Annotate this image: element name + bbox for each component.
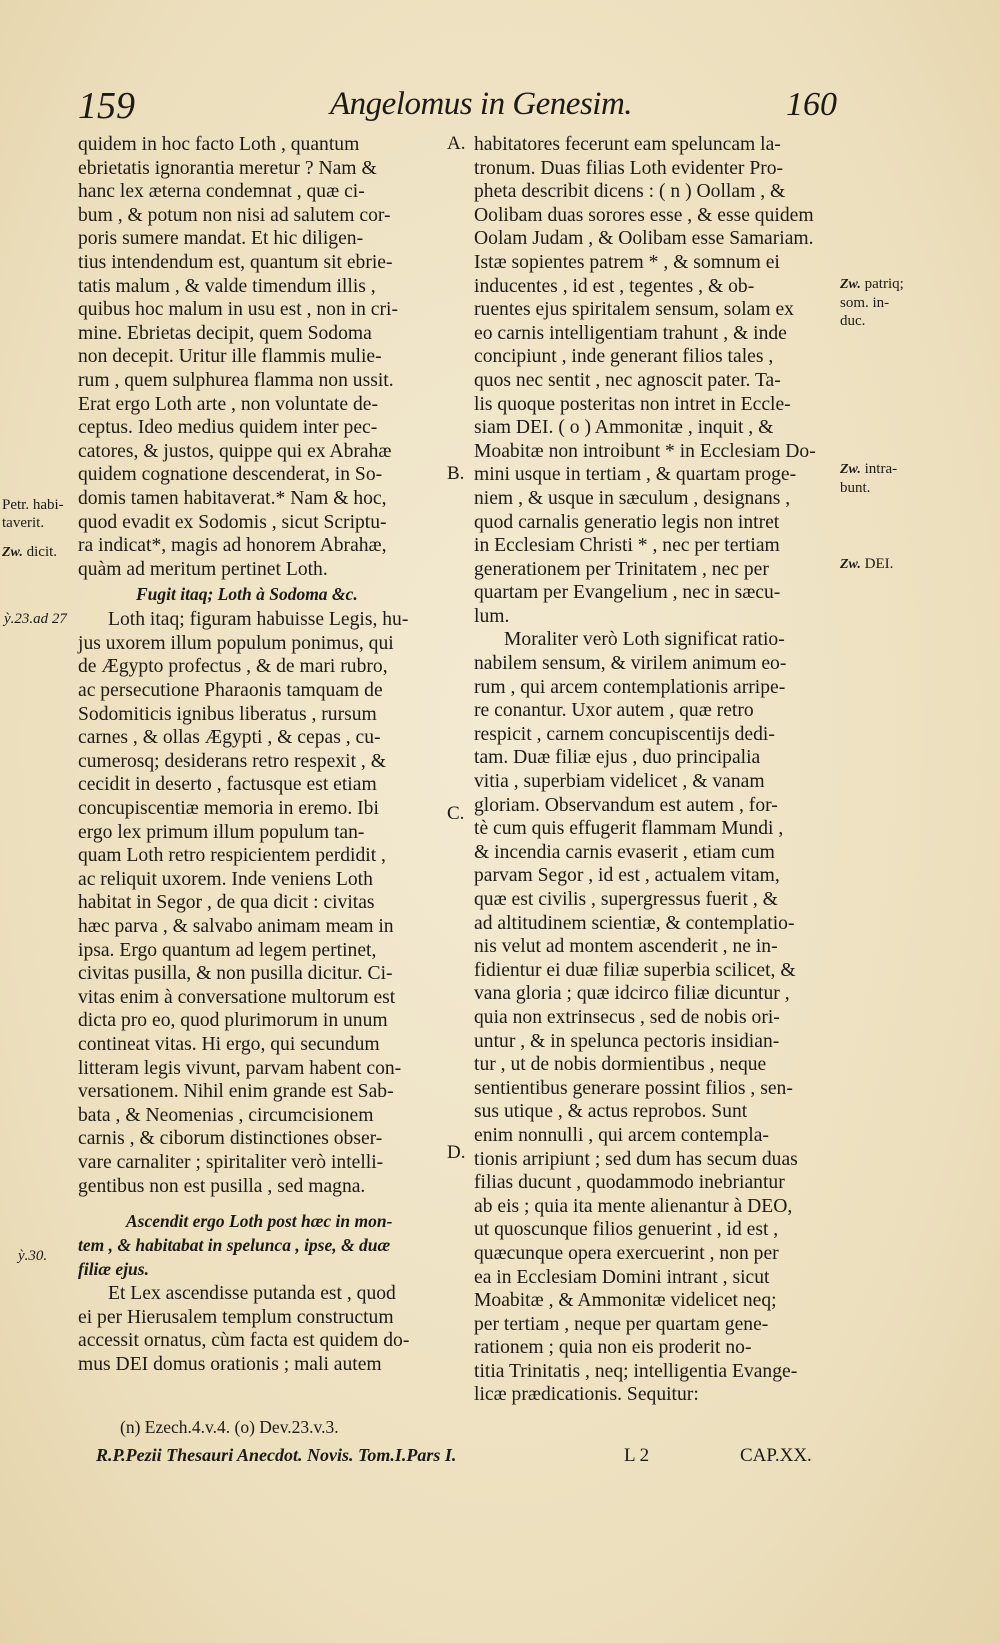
text-line: non decepit. Uritur ille flammis mulie- (78, 346, 382, 368)
text-line: quàm ad meritum pertinet Loth. (78, 558, 328, 580)
text-line: quæ est civilis , supergressus fuerit , & (474, 889, 778, 910)
text-line: ad altitudinem scientiæ, & contemplatio- (474, 912, 795, 934)
text-line: nis velut ad montem ascenderit , ne in- (474, 936, 778, 958)
section-heading-fugit: Fugit itaq; Loth à Sodoma &c. (136, 584, 358, 605)
section-letter-b: B. (447, 463, 465, 484)
text-line: nabilem sensum, & virilem animum eo- (474, 653, 787, 675)
text-line: mine. Ebrietas decipit, quem Sodoma (78, 322, 372, 344)
text-line: fidientur ei duæ filiæ superbia scilicet, & (474, 959, 796, 981)
text-line: quia non extrinsecus , sed de nobis ori- (474, 1006, 780, 1028)
text-line: licæ prædicationis. Sequitur: (474, 1384, 699, 1406)
text-line: niem , & usque in sæculum , designans , (474, 487, 791, 509)
text-line: ebrietatis ignorantia meretur ? Nam & (78, 157, 377, 179)
text-line: enim nonnulli , qui arcem contempla- (474, 1124, 769, 1146)
text-line: ra indicat*, magis ad honorem Abrahæ, (78, 535, 387, 557)
text-line: vitia , superbiam videlicet , & vanam (474, 771, 765, 793)
text-line: versationem. Nihil enim grande est Sab- (78, 1081, 394, 1103)
right-column-block (474, 133, 836, 1407)
text-line: lum. (474, 605, 510, 627)
text-line: pheta describit dicens : ( n ) Oollam , & (474, 181, 786, 203)
text-line: Erat ergo Loth arte , non voluntate de- (78, 393, 378, 415)
text-line: quidem in hoc facto Loth , quantum (78, 134, 360, 155)
text-line: tronum. Duas filias Loth evidenter Pro- (474, 157, 784, 179)
margin-note-right-2: Zw. intra- bunt. (840, 461, 898, 496)
text-line: quæcunque opera exercuerint , non per (474, 1242, 779, 1264)
text-line: carnis , & ciborum distinctiones obser- (78, 1128, 383, 1150)
text-line: quod evadit ex Sodomis , sicut Scriptu- (78, 511, 387, 533)
text-line: ac reliquit uxorem. Inde veniens Loth (78, 868, 373, 890)
text-line: gentibus non est pusilla , sed magna. (78, 1175, 366, 1197)
page-number-left: 159 (78, 85, 135, 127)
margin-note-right-1: Zw. patriq; som. in- duc. (840, 276, 904, 329)
text-line: tionis arripiunt ; sed dum has secum duas (474, 1148, 798, 1170)
text-line: generationem per Trinitatem , nec per (474, 558, 769, 580)
text-line: vitas enim à conversatione multorum est (78, 986, 396, 1008)
text-line: Oolibam duas sorores esse , & esse quidem (474, 204, 814, 226)
catchword: CAP.XX. (740, 1445, 812, 1466)
section-letter-a: A. (447, 133, 466, 154)
text-line: quartam per Evangelium , nec in sæcu- (474, 582, 781, 604)
text-line: vana gloria ; quæ idcirco filiæ dicuntur , (474, 983, 790, 1005)
text-line: quod carnalis generatio legis non intret (474, 511, 780, 533)
text-line: untur , & in spelunca pectoris insidian- (474, 1030, 780, 1052)
text-line: tius intendendum est, quantum sit ebrie- (78, 251, 393, 273)
section-letter-d: D. (447, 1142, 466, 1163)
text-line: quam Loth retro respicientem perdidit , (78, 845, 386, 867)
footnotes: (n) Ezech.4.v.4. (o) Dev.23.v.3. (120, 1417, 339, 1437)
text-line: ceptus. Ideo medius quidem inter pec- (78, 417, 378, 439)
text-line: habitatores fecerunt eam speluncam la- (474, 134, 781, 155)
text-line: contineat vitas. Hi ergo, qui secundum (78, 1033, 380, 1055)
text-line: catores, & justos, quippe qui ex Abrahæ (78, 440, 392, 462)
text-line: lis quoque posteritas non intret in Eccle- (474, 393, 791, 415)
section-heading-ascendit (78, 1210, 456, 1282)
text-line: ea in Ecclesiam Domini intrant , sicut (474, 1266, 770, 1288)
text-line: Istæ sopientes patrem * , & somnum ei (474, 251, 780, 273)
text-line: dicta pro eo, quod plurimorum in unum (78, 1010, 388, 1032)
page-number-right: 160 (786, 86, 837, 123)
text-line: Moabitæ non introibunt * in Ecclesiam Do- (474, 440, 816, 462)
text-line: ac persecutione Pharaonis tamquam de (78, 680, 383, 702)
margin-note-right-3: Zw. DEI. (840, 556, 894, 572)
text-line: respicit , carnem concupiscentijs dedi- (474, 723, 775, 745)
signature-line: R.P.Pezii Thesauri Anecdot. Novis. Tom.I.Pars I. (96, 1445, 457, 1465)
text-line: concupiscentiæ memoria in eremo. Ibi (78, 798, 379, 820)
text-line: litteram legis vivunt, parvam habent con- (78, 1057, 402, 1079)
text-line: Moraliter verò Loth significat ratio- (504, 629, 785, 651)
text-line: parvam Segor , id est , actualem vitam, (474, 865, 780, 887)
text-line: hæc parva , & salvabo animam meam in (78, 916, 394, 937)
text-line: eo carnis intelligentiam trahunt , & inde (474, 322, 787, 344)
text-line: sentientibus generare possint filios , sen- (474, 1077, 793, 1099)
verse-reference-1: ỳ.23.ad 27 (4, 611, 67, 627)
heading-line: Ascendit ergo Loth post hæc in mon- (126, 1211, 393, 1232)
text-line: carnes , & ollas Ægypti , & cepas , cu- (78, 727, 381, 749)
text-line: siam DEI. ( o ) Ammonitæ , inquit , & (474, 417, 774, 439)
text-line: inducentes , id est , tegentes , & ob- (474, 275, 755, 297)
text-line: ergo lex primum illum populum tan- (78, 821, 365, 843)
text-line: titia Trinitatis , neq; intelligentia Evange- (474, 1360, 798, 1382)
text-line: quidem cognatione descenderat, in So- (78, 464, 383, 486)
text-line: tur , ut de nobis dormientibus , neque (474, 1054, 767, 1076)
margin-note-left-1: Petr. habi- taverit. (2, 497, 64, 531)
left-column-block-1 (78, 133, 456, 581)
text-line: per tertiam , neque per quartam gene- (474, 1313, 769, 1335)
text-line: ab eis ; quia ita mente alienantur à DEO, (474, 1195, 793, 1217)
heading-line: filiæ ejus. (78, 1259, 149, 1280)
text-line: habitat in Segor , de qua dicit : civitas (78, 892, 375, 914)
left-column-block-2 (78, 608, 456, 1198)
text-line: hanc lex æterna condemnat , quæ ci- (78, 181, 365, 203)
text-line: quibus hoc malum in usu est , non in cri- (78, 299, 398, 321)
text-line: rum , quem sulphurea flamma non ussit. (78, 369, 394, 391)
text-line: sus utique , & actus reprobos. Sunt (474, 1101, 748, 1123)
right-column (474, 133, 836, 1407)
text-line: bum , & potum non nisi ad salutem cor- (78, 204, 391, 226)
left-column-block-3 (78, 1282, 456, 1376)
text-line: tè cum quis effugerit flammam Mundi , (474, 818, 784, 840)
text-line: bata , & Neomenias , circumcisionem (78, 1104, 374, 1126)
text-line: gloriam. Observandum est autem , for- (474, 794, 778, 816)
text-line: accessit ornatus, cùm facta est quidem do- (78, 1330, 410, 1352)
margin-note-left-2: Zw. dicit. (2, 544, 58, 560)
left-column (78, 133, 456, 1377)
text-line: Moabitæ , & Ammonitæ videlicet neq; (474, 1290, 777, 1312)
text-line: & incendia carnis evaserit , etiam cum (474, 841, 775, 863)
text-line: rationem ; quia non eis proderit no- (474, 1337, 752, 1359)
text-line: mus DEI domus orationis ; mali autem (78, 1353, 382, 1375)
text-line: Loth itaq; figuram habuisse Legis, hu- (108, 609, 409, 631)
text-line: domis tamen habitaverat.* Nam & hoc, (78, 487, 387, 509)
running-header (0, 84, 1000, 134)
text-line: vare carnaliter ; spiritaliter verò intelli- (78, 1151, 384, 1173)
text-line: tam. Duæ filiæ ejus , duo principalia (474, 747, 761, 769)
text-line: cumerosq; desiderans retro respexit , & (78, 750, 386, 772)
text-line: cecidit in deserto , factusque est etiam (78, 774, 377, 796)
text-line: tatis malum , & valde timendum illis , (78, 275, 376, 297)
text-line: Et Lex ascendisse putanda est , quod (108, 1283, 396, 1305)
text-line: de Ægypto profectus , & de mari rubro, (78, 656, 388, 678)
text-line: Oolam Judam , & Oolibam esse Samariam. (474, 228, 814, 250)
text-line: ut quoscunque filios genuerint , id est , (474, 1219, 779, 1241)
verse-reference-2: ỳ.30. (18, 1248, 48, 1264)
text-line: quos nec sentit , nec agnoscit pater. Ta- (474, 369, 781, 391)
heading-line: tem , & habitabat in spelunca , ipse, & duæ (78, 1235, 391, 1256)
signature-mark: L 2 (624, 1445, 650, 1466)
text-line: Sodomiticis ignibus liberatus , rursum (78, 703, 377, 725)
text-line: ei per Hierusalem templum constructum (78, 1306, 394, 1328)
running-title: Angelomus in Genesim. (330, 86, 633, 122)
text-line: civitas pusilla, & non pusilla dicitur. Ci- (78, 963, 393, 985)
text-line: jus uxorem illum populum ponimus, qui (78, 632, 394, 654)
text-line: mini usque in tertiam , & quartam proge- (474, 464, 797, 486)
text-line: re conantur. Uxor autem , quæ retro (474, 700, 754, 722)
text-line: filias ducunt , quodammodo inebriantur (474, 1172, 785, 1194)
text-line: concipiunt , inde generant filios tales , (474, 346, 774, 368)
text-line: ruentes ejus spiritalem sensum, solam ex (474, 299, 794, 321)
text-line: in Ecclesiam Christi * , nec per tertiam (474, 535, 780, 557)
text-line: ipsa. Ergo quantum ad legem pertinet, (78, 939, 377, 961)
text-line: rum , qui arcem contemplationis arripe- (474, 676, 786, 698)
text-line: poris sumere mandat. Et hic diligen- (78, 228, 364, 250)
section-letter-c: C. (447, 803, 465, 824)
